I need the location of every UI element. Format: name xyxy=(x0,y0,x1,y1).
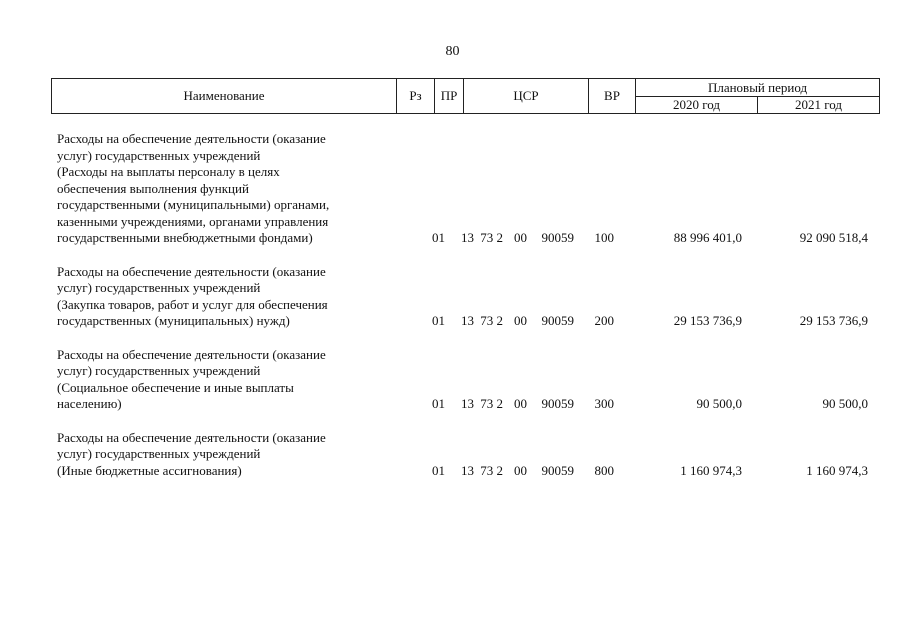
header-year-2020: 2020 год xyxy=(636,97,758,114)
description-line: государственных (муниципальных) нужд) xyxy=(57,313,290,328)
cell-csr-program: 73 2 xyxy=(480,313,503,328)
cell-amount-2020: 90 500,0 xyxy=(696,396,742,411)
cell-amount-2021: 1 160 974,3 xyxy=(806,462,868,478)
cell-csr-sub: 00 xyxy=(514,396,527,411)
cell-csr-sub: 00 xyxy=(514,313,527,328)
cell-amount-2021: 29 153 736,9 xyxy=(799,313,868,328)
table-header xyxy=(51,78,880,114)
cell-pr: 13 xyxy=(461,230,474,245)
row-description xyxy=(51,264,402,330)
description-line: Расходы на обеспечение деятельности (оказание xyxy=(57,131,326,146)
description-line: услуг) государственных учреждений xyxy=(57,147,261,163)
header-name: Наименование xyxy=(52,79,397,114)
description-line: (Иные бюджетные ассигнования) xyxy=(57,462,242,478)
cell-amount-2021: 92 090 518,4 xyxy=(799,230,868,245)
cell-csr-code: 90059 xyxy=(541,230,574,245)
description-line: обеспечения выполнения функций xyxy=(57,180,249,196)
description-line: Расходы на обеспечение деятельности (оказание xyxy=(57,429,326,445)
cell-csr-code: 90059 xyxy=(541,313,574,328)
header-year-2021: 2021 год xyxy=(758,97,880,114)
description-line: государственными (муниципальными) органами, xyxy=(57,197,330,212)
cell-csr-program: 73 2 xyxy=(480,230,503,245)
cell-rz: 01 xyxy=(432,313,445,328)
cell-amount-2020: 29 153 736,9 xyxy=(673,313,742,328)
cell-csr-code: 90059 xyxy=(541,396,574,411)
cell-rz: 01 xyxy=(432,462,445,478)
header-rz: Рз xyxy=(397,79,435,114)
cell-rz: 01 xyxy=(432,396,445,411)
description-line: Расходы на обеспечение деятельности (оказание xyxy=(57,346,326,362)
cell-pr: 13 xyxy=(461,396,474,411)
table-row xyxy=(51,430,879,480)
description-line: услуг) государственных учреждений xyxy=(57,446,261,461)
row-description xyxy=(51,347,402,413)
cell-csr-code: 90059 xyxy=(541,462,574,478)
description-line: (Закупка товаров, работ и услуг для обеспечения xyxy=(57,296,328,312)
cell-vr: 800 xyxy=(594,462,614,478)
cell-amount-2020: 1 160 974,3 xyxy=(680,462,742,478)
cell-csr-program: 73 2 xyxy=(480,396,503,411)
description-line: услуг) государственных учреждений xyxy=(57,363,261,378)
cell-pr: 13 xyxy=(461,462,474,478)
description-line: услуг) государственных учреждений xyxy=(57,280,261,295)
table-row xyxy=(51,264,879,330)
header-pr: ПР xyxy=(435,79,464,114)
cell-csr-sub: 00 xyxy=(514,230,527,245)
row-description xyxy=(51,430,402,480)
table-row xyxy=(51,347,879,413)
cell-rz: 01 xyxy=(432,230,445,245)
description-line: казенными учреждениями, органами управления xyxy=(57,213,329,229)
header-csr: ЦСР xyxy=(464,79,589,114)
table-row xyxy=(51,131,879,247)
cell-vr: 200 xyxy=(594,313,614,328)
cell-vr: 100 xyxy=(594,230,614,245)
description-line: Расходы на обеспечение деятельности (оказание xyxy=(57,263,326,279)
table-body xyxy=(51,131,879,496)
page-number: 80 xyxy=(445,44,460,59)
header-plan-period: Плановый период xyxy=(636,79,880,97)
description-line: (Расходы на выплаты персоналу в целях xyxy=(57,164,280,179)
description-line: государственными внебюджетными фондами) xyxy=(57,230,313,245)
header-vr: ВР xyxy=(589,79,636,114)
cell-amount-2020: 88 996 401,0 xyxy=(673,230,742,245)
cell-vr: 300 xyxy=(594,396,614,411)
description-line: (Социальное обеспечение и иные выплаты xyxy=(57,379,294,395)
row-description xyxy=(51,131,402,247)
cell-csr-sub: 00 xyxy=(514,462,527,478)
cell-amount-2021: 90 500,0 xyxy=(822,396,868,411)
cell-pr: 13 xyxy=(461,313,474,328)
cell-csr-program: 73 2 xyxy=(480,462,503,478)
description-line: населению) xyxy=(57,396,122,411)
